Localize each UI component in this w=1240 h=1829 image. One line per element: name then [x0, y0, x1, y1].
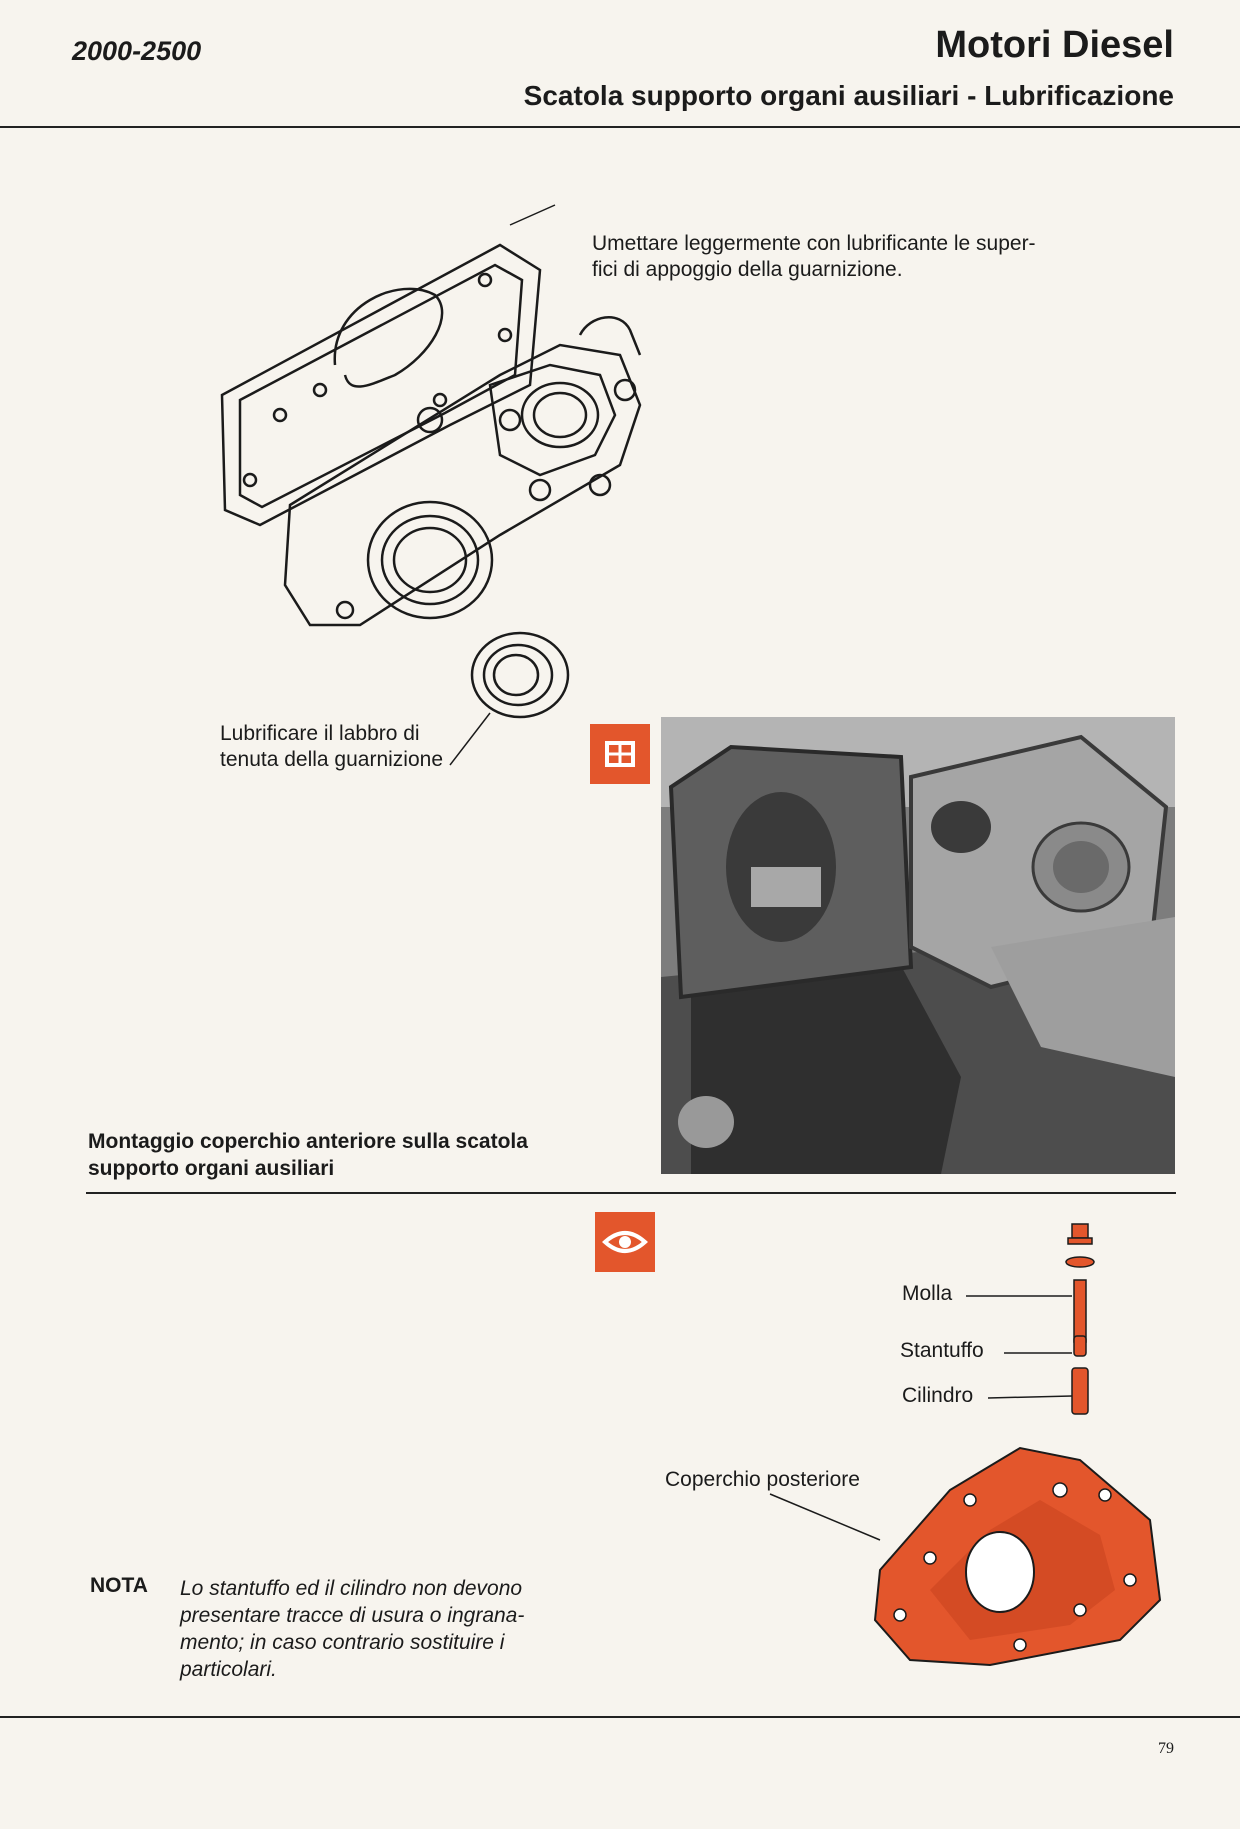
rear-cover-bore — [966, 1532, 1034, 1612]
photo-caption-line2: supporto organi ausiliari — [88, 1157, 335, 1180]
surface-note-line1: Umettare leggermente con lubrificante le super- — [592, 232, 1036, 255]
nota-line4: particolari. — [180, 1658, 277, 1681]
footer-rule — [0, 1716, 1240, 1718]
nota-label: NOTA — [90, 1574, 148, 1597]
model-label: 2000-2500 — [72, 36, 202, 66]
surface-note-line2: fici di appoggio della guarnizione. — [592, 258, 903, 281]
nota-line1: Lo stantuffo ed il cilindro non devono — [180, 1577, 523, 1600]
photo-caption-line1: Montaggio coperchio anteriore sulla scatola — [88, 1130, 528, 1153]
rear-cover-drawing — [870, 1440, 1170, 1670]
page-title: Motori Diesel — [935, 24, 1174, 66]
label-molla: Molla — [902, 1282, 953, 1305]
label-coperchio: Coperchio posteriore — [665, 1468, 860, 1491]
label-cilindro: Cilindro — [902, 1384, 974, 1407]
label-stantuffo: Stantuffo — [900, 1339, 984, 1362]
page-number: 79 — [1158, 1740, 1174, 1757]
lip-note-line1: Lubrificare il labbro di — [220, 722, 420, 745]
nota-line2: presentare tracce di usura o ingrana- — [180, 1604, 525, 1627]
nota-line3: mento; in caso contrario sostituire i — [180, 1631, 505, 1654]
page-subtitle: Scatola supporto organi ausiliari - Lubrificazione — [523, 80, 1174, 111]
lip-note-line2: tenuta della guarnizione — [220, 748, 444, 771]
